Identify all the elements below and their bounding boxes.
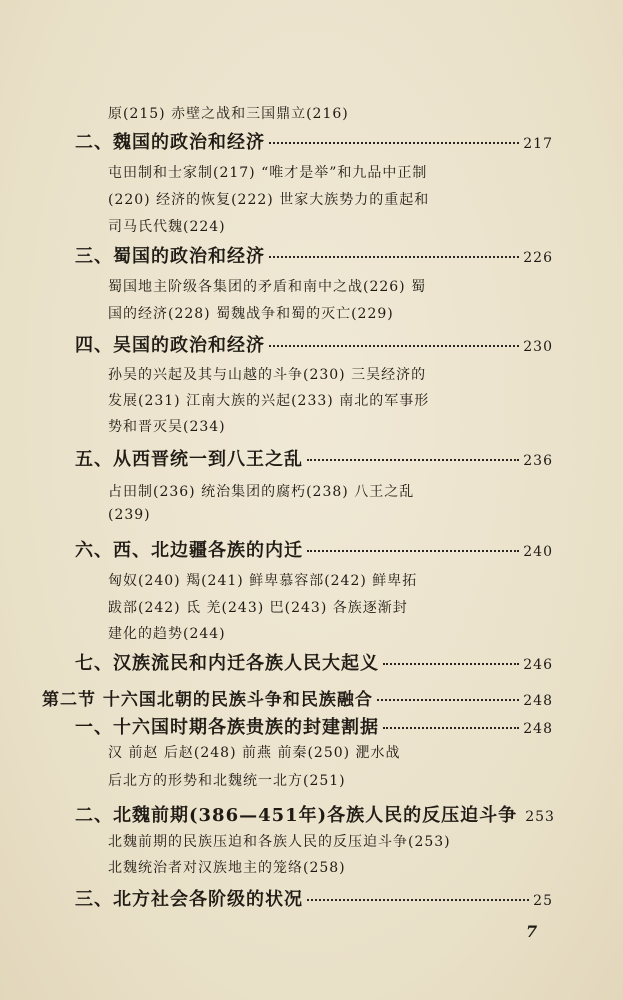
toc-entry[interactable]: 二、北魏前期(386—451年)各族人民的反压迫斗争 253 <box>75 805 555 826</box>
toc-line: 蜀国地主阶级各集团的矛盾和南中之战(226) 蜀 <box>108 279 427 295</box>
toc-entry[interactable]: 七、汉族流民和内迁各族人民大起义 246 <box>75 653 553 674</box>
section-heading[interactable]: 第二节 十六国北朝的民族斗争和民族融合 248 <box>42 690 553 710</box>
toc-line: 汉 前赵 后赵(248) 前燕 前秦(250) 淝水战 <box>108 745 401 761</box>
toc-line: 屯田制和士家制(217) “唯才是举”和九品中正制 <box>108 165 428 181</box>
toc-line: 发展(231) 江南大族的兴起(233) 南北的军事形 <box>108 393 430 409</box>
toc-line: 建化的趋势(244) <box>108 626 226 642</box>
toc-entry[interactable]: 一、十六国时期各族贵族的封建割据 248 <box>75 717 553 738</box>
toc-entry[interactable]: 六、西、北边疆各族的内迁 240 <box>75 540 553 561</box>
toc-line: 匈奴(240) 羯(241) 鲜卑慕容部(242) 鲜卑拓 <box>108 573 418 589</box>
toc-entry[interactable]: 二、魏国的政治和经济 217 <box>75 132 553 153</box>
toc-line: 势和晋灭吴(234) <box>108 419 226 435</box>
page-number: 7 <box>526 922 538 941</box>
toc-entry[interactable]: 三、北方社会各阶级的状况 25 <box>75 889 553 910</box>
toc-entry[interactable]: 三、蜀国的政治和经济 226 <box>75 246 553 267</box>
toc-line: 原(215) 赤壁之战和三国鼎立(216) <box>108 106 349 122</box>
toc-line: 孙吴的兴起及其与山越的斗争(230) 三吴经济的 <box>108 367 427 383</box>
toc-line: 国的经济(228) 蜀魏战争和蜀的灭亡(229) <box>108 306 394 322</box>
toc-entry[interactable]: 四、吴国的政治和经济 230 <box>75 335 553 356</box>
toc-line: 北魏统治者对汉族地主的笼络(258) <box>108 860 346 876</box>
toc-line: 后北方的形势和北魏统一北方(251) <box>108 773 346 789</box>
toc-line: (220) 经济的恢复(222) 世家大族势力的重起和 <box>108 192 430 208</box>
toc-line: 跋部(242) 氐 羌(243) 巴(243) 各族逐渐封 <box>108 600 408 616</box>
toc-line: 北魏前期的民族压迫和各族人民的反压迫斗争(253) <box>108 834 451 850</box>
toc-line: (239) <box>108 507 151 523</box>
toc-line: 占田制(236) 统治集团的腐朽(238) 八王之乱 <box>108 484 415 500</box>
toc-line: 司马氏代魏(224) <box>108 219 226 235</box>
toc-entry[interactable]: 五、从西晋统一到八王之乱 236 <box>75 449 553 470</box>
